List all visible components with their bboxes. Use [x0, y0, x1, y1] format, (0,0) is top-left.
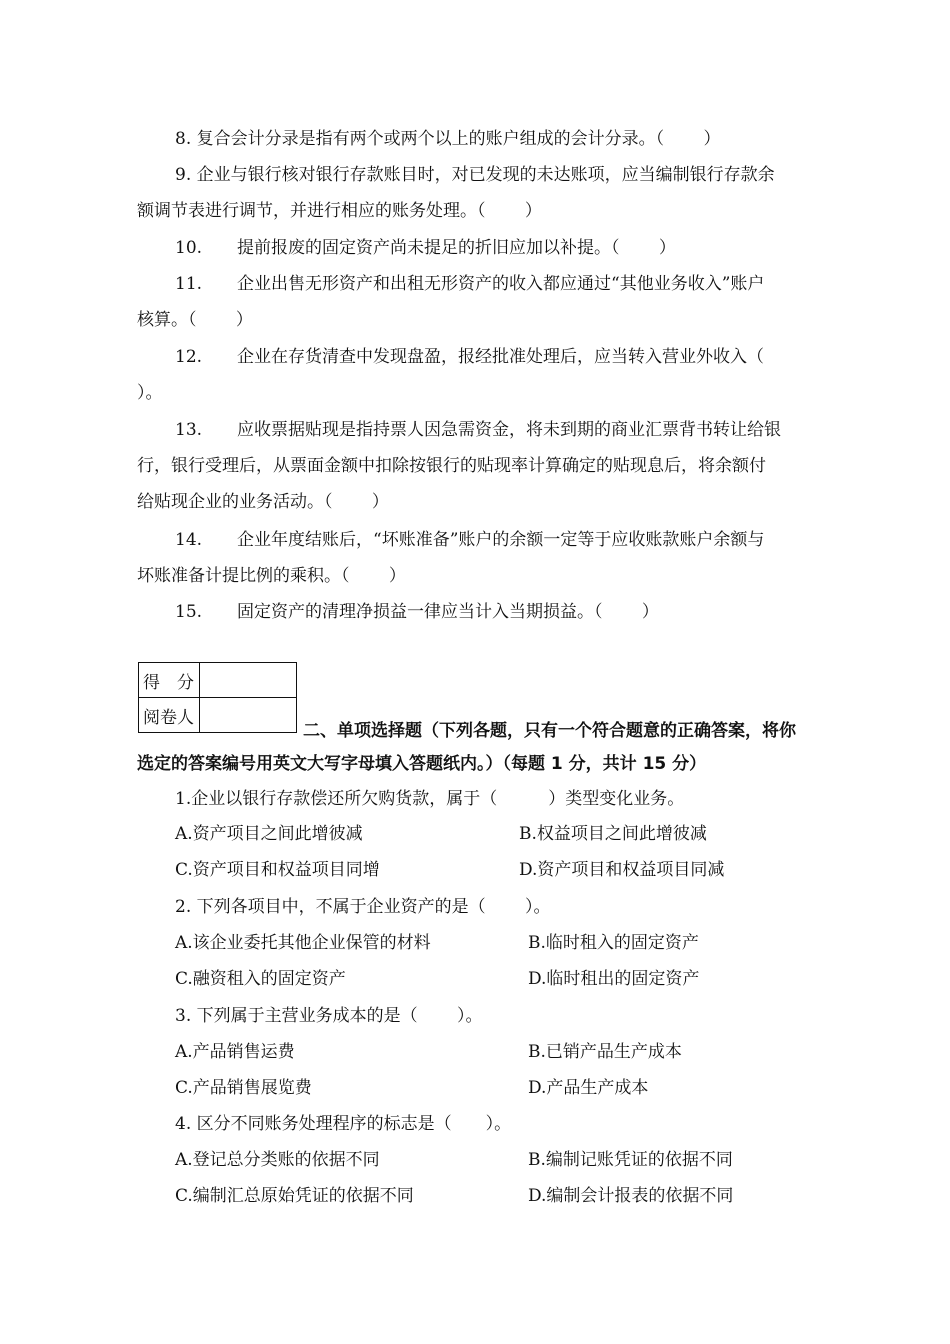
- mc-item-3-option-d: D.产品生产成本: [528, 1078, 649, 1098]
- mc-item-3-option-c: C.产品销售展览费: [175, 1078, 312, 1098]
- tf-item-8: 8. 复合会计分录是指有两个或两个以上的账户组成的会计分录。（ ）: [175, 129, 721, 149]
- item-text: 应收票据贴现是指持票人因急需资金，将未到期的商业汇票背书转让给银: [237, 420, 781, 440]
- score-label: 得 分: [139, 663, 200, 698]
- tf-item-12-line1: [175, 345, 899, 369]
- mc-item-1-option-a: A.资产项目之间此增彼减: [175, 824, 363, 844]
- mc-item-1-option-d: D.资产项目和权益项目同减: [519, 860, 725, 880]
- mc-item-2-option-c: C.融资租入的固定资产: [175, 969, 346, 989]
- tf-item-13-line2: 行，银行受理后，从票面金额中扣除按银行的贴现率计算确定的贴现息后，将余额付: [137, 456, 766, 476]
- section-2-title-line2: 选定的答案编号用英文大写字母填入答题纸内。）（每题 1 分，共计 15 分）: [137, 754, 707, 774]
- item-text: 企业年度结账后，“坏账准备”账户的余额一定等于应收账款账户余额与: [237, 530, 765, 550]
- item-text: 企业出售无形资产和出租无形资产的收入都应通过“其他业务收入”账户: [237, 274, 765, 294]
- tf-item-9-line1: 9. 企业与银行核对银行存款账目时，对已发现的未达账项，应当编制银行存款余: [175, 165, 775, 185]
- tf-item-14-line1: [175, 528, 899, 552]
- item-number: 12.: [175, 347, 203, 367]
- mc-item-2-option-b: B.临时租入的固定资产: [528, 933, 699, 953]
- mc-item-3-stem: 3. 下列属于主营业务成本的是（ ）。: [175, 1006, 483, 1026]
- mc-item-4-option-a: A.登记总分类账的依据不同: [175, 1150, 380, 1170]
- mc-item-2-stem: 2. 下列各项目中，不属于企业资产的是（ ）。: [175, 897, 551, 917]
- mc-item-2-option-d: D.临时租出的固定资产: [528, 969, 700, 989]
- mc-item-4-option-c: C.编制汇总原始凭证的依据不同: [175, 1186, 414, 1206]
- mc-item-4-option-d: D.编制会计报表的依据不同: [528, 1186, 734, 1206]
- score-field[interactable]: [200, 663, 297, 698]
- score-box: [138, 662, 297, 733]
- item-number: 15.: [175, 602, 203, 622]
- item-number: 10.: [175, 238, 203, 258]
- item-text: 企业在存货清查中发现盘盈，报经批准处理后，应当转入营业外收入（: [237, 347, 764, 367]
- mc-item-3-option-b: B.已销产品生产成本: [528, 1042, 682, 1062]
- tf-item-15: [175, 600, 899, 624]
- item-text: 固定资产的清理净损益一律应当计入当期损益。（ ）: [237, 602, 659, 622]
- item-number: 11.: [175, 274, 203, 294]
- tf-item-14-line2: 坏账准备计提比例的乘积。（ ）: [137, 566, 406, 586]
- mc-item-3-option-a: A.产品销售运费: [175, 1042, 295, 1062]
- mc-item-2-option-a: A.该企业委托其他企业保管的材料: [175, 933, 431, 953]
- tf-item-13-line3: 给贴现企业的业务活动。（ ）: [137, 492, 389, 512]
- item-number: 14.: [175, 530, 203, 550]
- item-number: 13.: [175, 420, 203, 440]
- grader-field[interactable]: [200, 698, 297, 733]
- tf-item-13-line1: [175, 418, 899, 442]
- tf-item-11-line2: 核算。（ ）: [137, 310, 253, 330]
- mc-item-1-option-b: B.权益项目之间此增彼减: [519, 824, 707, 844]
- mc-item-4-option-b: B.编制记账凭证的依据不同: [528, 1150, 733, 1170]
- tf-item-9-line2: 额调节表进行调节，并进行相应的账务处理。（ ）: [137, 201, 542, 221]
- section-2-title-line1: 二、单项选择题（下列各题，只有一个符合题意的正确答案，将你: [303, 721, 796, 741]
- tf-item-10: [175, 236, 899, 260]
- tf-item-11-line1: [175, 272, 899, 296]
- mc-item-4-stem: 4. 区分不同账务处理程序的标志是（ ）。: [175, 1114, 512, 1134]
- mc-item-1-option-c: C.资产项目和权益项目同增: [175, 860, 380, 880]
- mc-item-1-stem: 1.企业以银行存款偿还所欠购货款，属于（ ）类型变化业务。: [175, 789, 685, 809]
- tf-item-12-line2: ）。: [137, 383, 163, 403]
- grader-label: 阅卷人: [139, 698, 200, 733]
- item-text: 提前报废的固定资产尚未提足的折旧应加以补提。（ ）: [237, 238, 676, 258]
